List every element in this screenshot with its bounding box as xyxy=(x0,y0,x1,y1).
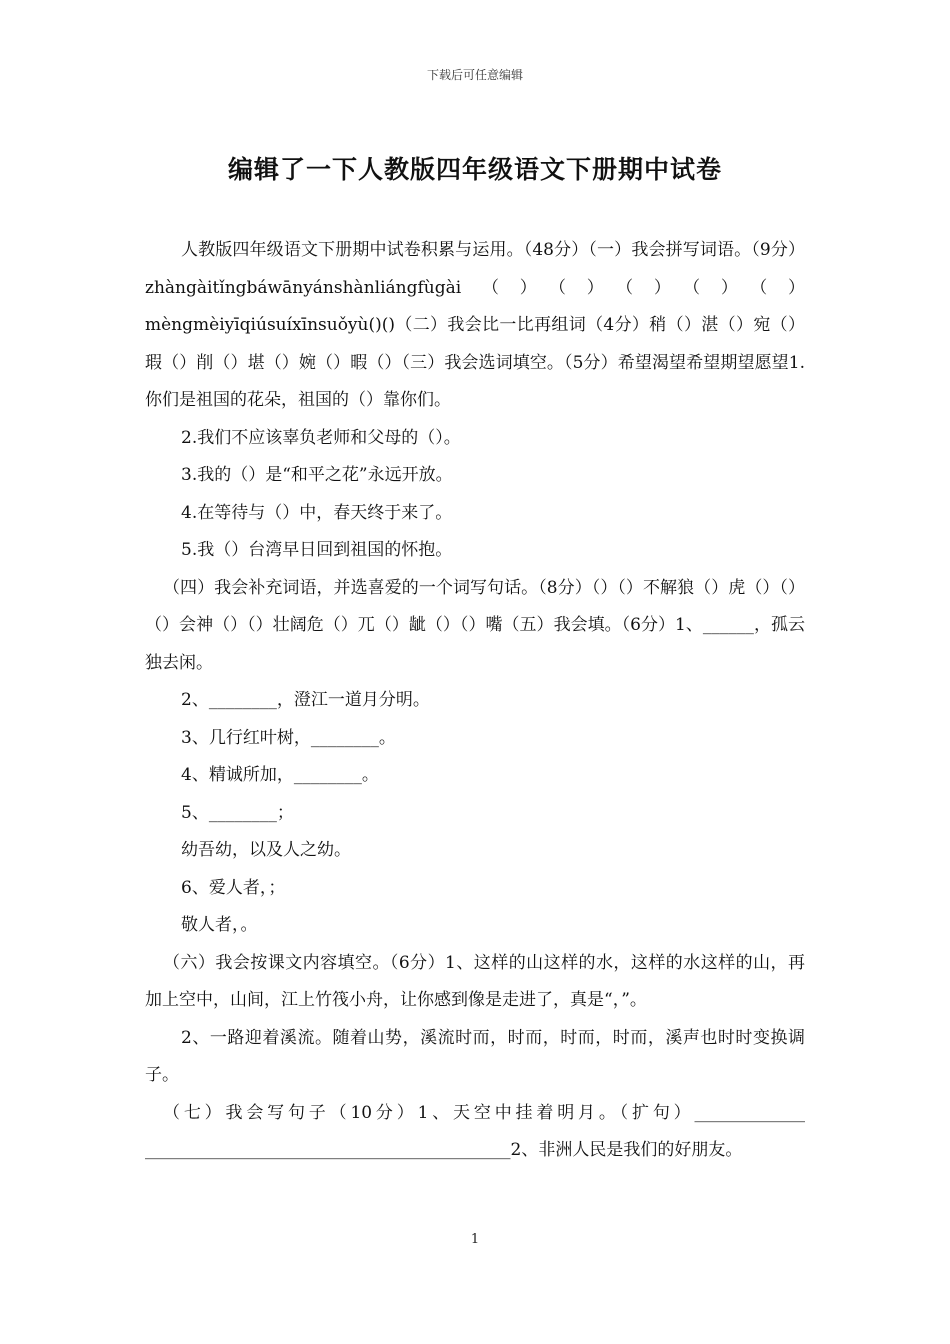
paragraph-section-7: （七）我会写句子（10分）1、天空中挂着明月。（扩句）_____________ ___________________________________________2、非洲人民是我们的好朋友。 xyxy=(145,1102,805,1160)
paragraph-item-4: 4.在等待与（）中，春天终于来了。 xyxy=(181,502,453,523)
paragraph-fill-5: 5、________； xyxy=(181,802,294,823)
paragraph-section-6: （六）我会按课文内容填空。（6分）1、这样的山这样的水，这样的水这样的山，再加上空中，山间，江上竹筏小舟，让你感到像是走进了，真是“，”。 xyxy=(145,952,805,1010)
paragraph-section-4: （四）我会补充词语，并选喜爱的一个词写句话。（8分）（）（）不解狼（）虎（）（）（）会神（）（）壮阔危（）兀（）龇（）（）嘴（五）我会填。（6分）1、______，孤云独去闲。 xyxy=(145,577,805,673)
paragraph-fill-6-cont: 敬人者，。 xyxy=(181,915,258,935)
paragraph-item-3: 3.我的（）是“和平之花”永远开放。 xyxy=(181,465,453,485)
paragraph-fill-4: 4、精诚所加，________。 xyxy=(181,765,379,785)
paragraph-section-6-item-2: 2、一路迎着溪流。随着山势，溪流时而，时而，时而，时而，溪声也时时变换调子。 xyxy=(145,1027,805,1085)
paragraph-fill-3: 3、几行红叶树，________。 xyxy=(181,727,396,748)
paragraph-intro: 人教版四年级语文下册期中试卷积累与运用。（48分）（一）我会拼写词语。（9分）zhàngàitǐngbáwānyánshànliángfùgài（）（）（）（）（）mèngmèiyīqiúsuíxīnsuǒyù()()（二）我会比一比再组词（4分）稍（）湛（）宛（）瑕（）削（）堪（）婉（）暇（）（三）我会选词填空。（5分）希望渴望希望期望愿望1.你们是祖国的花朵，祖国的（）靠你们。 xyxy=(145,240,805,410)
document-title: 编辑了一下人教版四年级语文下册期中试卷 xyxy=(227,155,722,184)
page-header-note: 下载后可任意编辑 xyxy=(426,68,523,82)
paragraph-item-5: 5.我（）台湾早日回到祖国的怀抱。 xyxy=(181,540,453,560)
paragraph-fill-2: 2、________，澄江一道月分明。 xyxy=(181,690,430,710)
paragraph-item-2: 2.我们不应该辜负老师和父母的（）。 xyxy=(181,427,461,448)
paragraph-fill-5-cont: 幼吾幼，以及人之幼。 xyxy=(181,840,351,860)
page-number: 1 xyxy=(470,1232,480,1247)
paragraph-fill-6: 6、爱人者，； xyxy=(181,877,286,898)
document-body xyxy=(145,232,805,1170)
